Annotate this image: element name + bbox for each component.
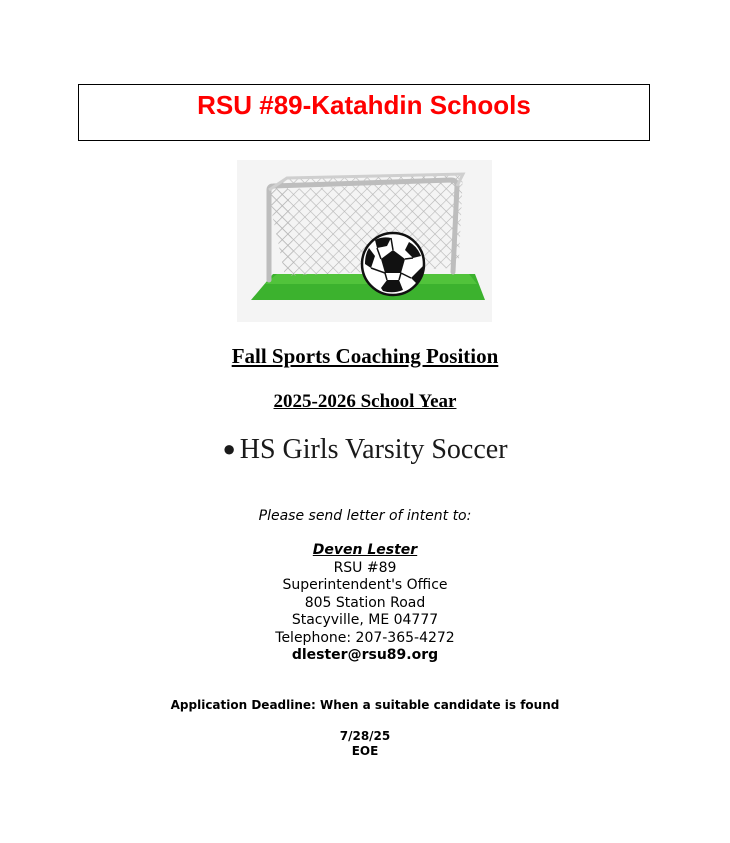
sport-name: HS Girls Varsity Soccer [239,434,508,465]
bullet-icon: ● [222,436,236,461]
posting-date: 7/28/25 [339,729,391,743]
contact-office: Superintendent's Office [282,577,448,593]
soccer-goal-and-ball-icon [237,160,492,322]
contact-street: 805 Station Road [304,594,426,611]
intro-text: Please send letter of intent to: [258,508,472,524]
contact-org: RSU #89 [333,559,397,576]
contact-phone: Telephone: 207-365-4272 [275,629,455,646]
eoe-label: EOE [351,744,379,758]
footer [0,729,730,759]
school-year: 2025-2026 School Year [273,391,457,412]
position-title: Fall Sports Coaching Position [231,344,499,368]
soccer-goal-image [237,160,492,322]
contact-block [0,542,730,665]
contact-email: dlester@rsu89.org [291,647,439,663]
soccer-ball-icon [362,233,424,295]
header-box [78,84,650,141]
application-deadline: Application Deadline: When a suitable candidate is found [170,698,560,712]
contact-name: Deven Lester [312,542,418,558]
sport-item [0,433,730,468]
page-title: RSU #89-Katahdin Schools [197,90,531,120]
contact-city: Stacyville, ME 04777 [291,612,439,628]
